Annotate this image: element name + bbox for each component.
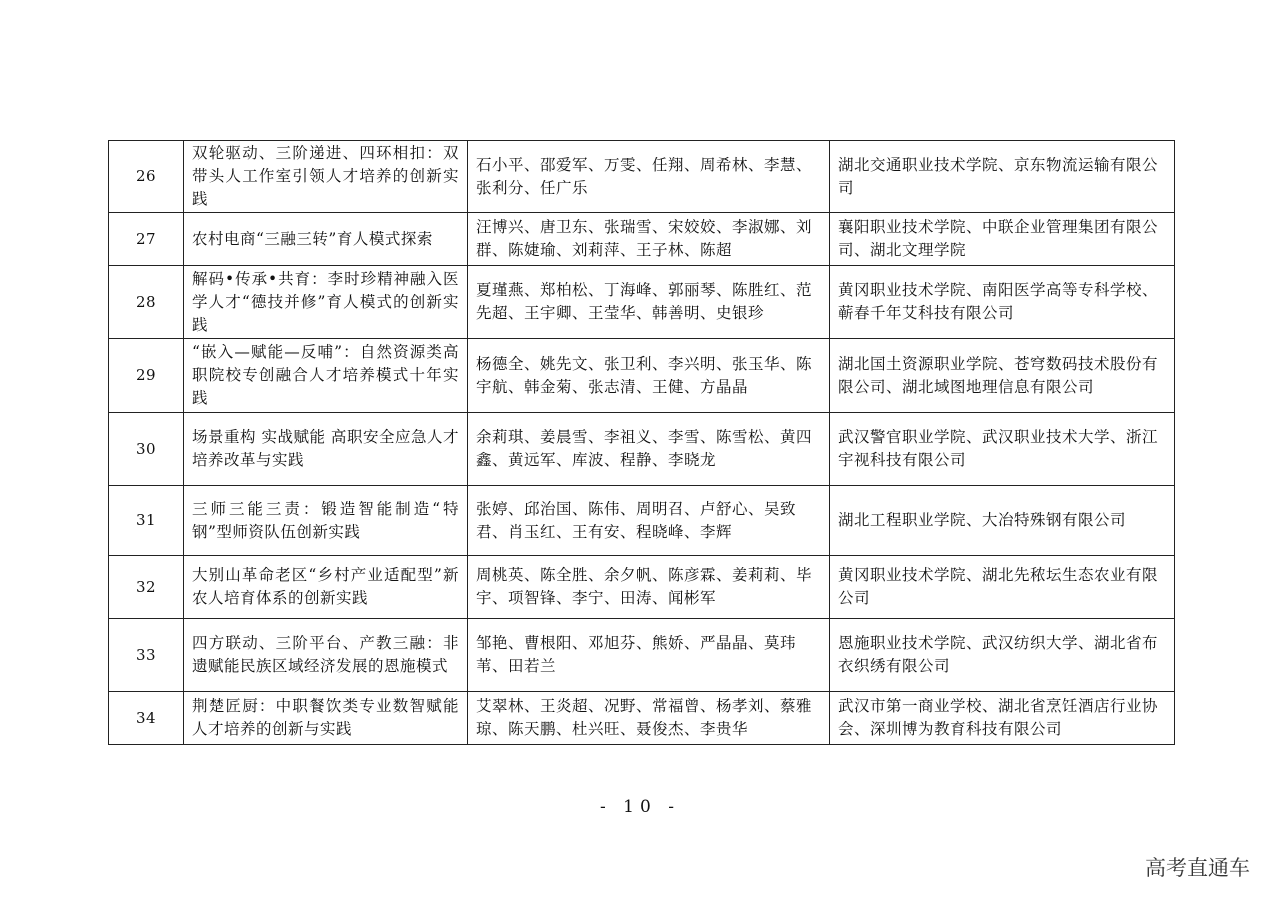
table-row	[109, 213, 1175, 266]
project-title-cell: “嵌入—赋能—反哺”：自然资源类高职院校专创融合人才培养模式十年实践	[184, 339, 468, 413]
units-cell: 湖北交通职业技术学院、京东物流运输有限公司	[830, 141, 1175, 213]
page-number: - 10 -	[600, 797, 680, 817]
row-number-cell: 30	[109, 413, 184, 486]
table-row	[109, 619, 1175, 692]
units-cell: 襄阳职业技术学院、中联企业管理集团有限公司、湖北文理学院	[830, 213, 1175, 266]
row-number-cell: 26	[109, 141, 184, 213]
table-row	[109, 266, 1175, 339]
project-title-cell: 大别山革命老区“乡村产业适配型”新农人培育体系的创新实践	[184, 556, 468, 619]
members-cell: 石小平、邵爱军、万雯、任翔、周希林、李慧、张利分、任广乐	[468, 141, 830, 213]
project-title-cell: 三师三能三责：锻造智能制造“特钢”型师资队伍创新实践	[184, 486, 468, 556]
units-cell: 湖北工程职业学院、大冶特殊钢有限公司	[830, 486, 1175, 556]
members-cell: 夏瑾燕、郑柏松、丁海峰、郭丽琴、陈胜红、范先超、王宇卿、王莹华、韩善明、史银珍	[468, 266, 830, 339]
project-title-cell: 场景重构 实战赋能 高职安全应急人才培养改革与实践	[184, 413, 468, 486]
units-cell: 湖北国土资源职业学院、苍穹数码技术股份有限公司、湖北域图地理信息有限公司	[830, 339, 1175, 413]
units-cell: 武汉市第一商业学校、湖北省烹饪酒店行业协会、深圳博为教育科技有限公司	[830, 692, 1175, 745]
table-row	[109, 339, 1175, 413]
members-cell: 邹艳、曹根阳、邓旭芬、熊娇、严晶晶、莫玮苇、田若兰	[468, 619, 830, 692]
table-row	[109, 486, 1175, 556]
members-cell: 杨德全、姚先文、张卫利、李兴明、张玉华、陈宇航、韩金菊、张志清、王健、方晶晶	[468, 339, 830, 413]
members-cell: 张婷、邱治国、陈伟、周明召、卢舒心、吴致君、肖玉红、王有安、程晓峰、李辉	[468, 486, 830, 556]
achievements-table	[108, 140, 1175, 745]
members-cell: 汪博兴、唐卫东、张瑞雪、宋姣姣、李淑娜、刘群、陈婕瑜、刘莉萍、王子林、陈超	[468, 213, 830, 266]
table-row	[109, 692, 1175, 745]
row-number-cell: 34	[109, 692, 184, 745]
table-row	[109, 413, 1175, 486]
units-cell: 黄冈职业技术学院、南阳医学高等专科学校、蕲春千年艾科技有限公司	[830, 266, 1175, 339]
units-cell: 武汉警官职业学院、武汉职业技术大学、浙江宇视科技有限公司	[830, 413, 1175, 486]
units-cell: 黄冈职业技术学院、湖北先秾坛生态农业有限公司	[830, 556, 1175, 619]
row-number-cell: 32	[109, 556, 184, 619]
row-number-cell: 33	[109, 619, 184, 692]
project-title-cell: 农村电商“三融三转”育人模式探索	[184, 213, 468, 266]
project-title-cell: 解码•传承•共育：李时珍精神融入医学人才“德技并修”育人模式的创新实践	[184, 266, 468, 339]
row-number-cell: 29	[109, 339, 184, 413]
row-number-cell: 31	[109, 486, 184, 556]
project-title-cell: 四方联动、三阶平台、产教三融：非遗赋能民族区域经济发展的恩施模式	[184, 619, 468, 692]
project-title-cell: 荆楚匠厨：中职餐饮类专业数智赋能人才培养的创新与实践	[184, 692, 468, 745]
watermark-text: 高考直通车	[1145, 856, 1250, 880]
members-cell: 艾翠林、王炎超、况野、常福曾、杨孝刘、蔡雅琼、陈天鹏、杜兴旺、聂俊杰、李贵华	[468, 692, 830, 745]
row-number-cell: 28	[109, 266, 184, 339]
members-cell: 余莉琪、姜晨雪、李祖义、李雪、陈雪松、黄四鑫、黄远军、库波、程静、李晓龙	[468, 413, 830, 486]
units-cell: 恩施职业技术学院、武汉纺织大学、湖北省布衣织绣有限公司	[830, 619, 1175, 692]
row-number-cell: 27	[109, 213, 184, 266]
project-title-cell: 双轮驱动、三阶递进、四环相扣：双带头人工作室引领人才培养的创新实践	[184, 141, 468, 213]
members-cell: 周桃英、陈全胜、余夕帆、陈彦霖、姜莉莉、毕宇、项智锋、李宁、田涛、闻彬军	[468, 556, 830, 619]
table-row	[109, 556, 1175, 619]
table-row	[109, 141, 1175, 213]
